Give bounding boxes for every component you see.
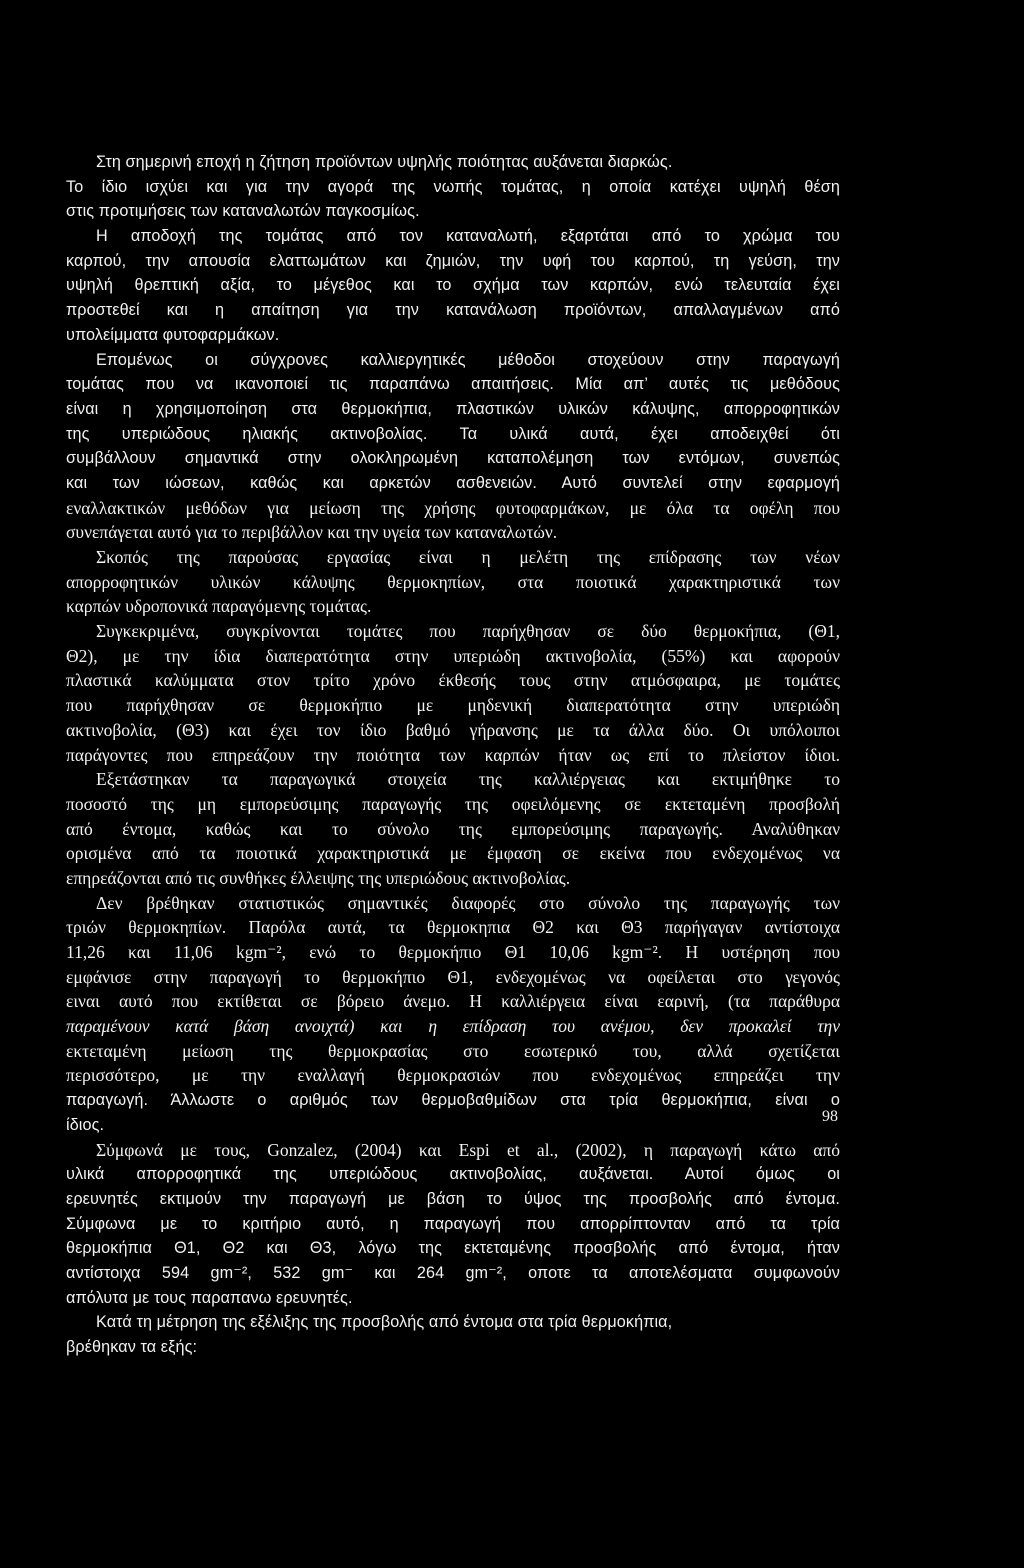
- page-number: 98: [822, 1108, 838, 1125]
- text-line: υπολείμματα φυτοφαρμάκων.: [66, 325, 280, 344]
- text-line: Κατά τη μέτρηση της εξέλιξης της προσβολής από έντομα στα τρία θερμοκήπια,: [96, 1313, 673, 1332]
- text-line: είναι η χρησιμοποίηση στα θερμοκήπια, πλαστικών υλικών κάλυψης, απορροφητικών: [66, 399, 840, 418]
- text-line: εναλλακτικών μεθόδων για μείωση της χρήσης φυτοφαρμάκων, με όλα τα οφέλη που: [66, 497, 840, 518]
- text-line: από έντομα, καθώς και το σύνολο της εμπορεύσιμης παραγωγής. Αναλύθηκαν: [66, 818, 840, 839]
- text-line: 11,26 και 11,06 kgm⁻², ενώ το θερμοκήπιο Θ1 10,06 kgm⁻². Η υστέρηση που: [66, 942, 840, 962]
- text-line: της υπεριώδους ηλιακής ακτινοβολίας. Τα υλικά αυτά, έχει αποδειχθεί ότι: [66, 424, 840, 443]
- text-line: Επομένως οι σύγχρονες καλλιεργητικές μέθοδοι στοχεύουν στην παραγωγή: [96, 350, 840, 369]
- text-line: υλικά απορροφητικά της υπεριώδους ακτινοβολίας, αυξάνεται. Αυτοί όμως οι: [66, 1165, 840, 1184]
- document-body: [66, 150, 840, 1360]
- text-line: συμβάλλουν σημαντικά στην ολοκληρωμένη καταπολέμηση των εντόμων, συνεπώς: [66, 449, 840, 468]
- text-line: ακτινοβολία, (Θ3) και έχει τον ίδιο βαθμό γήρανσης με τα άλλα δύο. Οι υπόλοιποι: [66, 719, 840, 740]
- text-line: περισσότερο, με την εναλλαγή θερμοκρασιών που ενδεχομένως επηρεάζει την: [66, 1065, 840, 1086]
- text-line: υψηλή θρεπτική αξία, το μέγεθος και το σχήμα των καρπών, ενώ τελευταία έχει: [66, 276, 840, 295]
- text-line: τριών θερμοκηπίων. Παρόλα αυτά, τα θερμοκηπια Θ2 και Θ3 παρήγαγαν αντίστοιχα: [66, 917, 840, 938]
- text-line: Θ2), με την ίδια διαπερατότητα στην υπεριώδη ακτινοβολία, (55%) και αφορούν: [66, 645, 840, 666]
- text-line: προστεθεί και η απαίτηση για την κατανάλωση προϊόντων, απαλλαγμένων από: [66, 301, 840, 320]
- text-line: συνεπάγεται αυτό για το περιβάλλον και την υγεία των καταναλωτών.: [66, 522, 558, 543]
- text-line: ειναι αυτό που εκτίθεται σε βόρειο άνεμο. Η καλλιέργεια είναι εαρινή, (τα παράθυρα: [66, 991, 840, 1012]
- text-line: που παρήχθησαν σε θερμοκήπιο με μηδενική διαπερατότητα στην υπεριώδη: [66, 695, 840, 716]
- text-line: αντίστοιχα 594 gm⁻², 532 gm⁻ και 264 gm⁻², οποτε τα αποτελέσματα συμφωνούν: [66, 1263, 840, 1282]
- text-line: παραγωγή. Άλλωστε ο αριθμός των θερμοβαθμίδων στα τρία θερμοκήπια, είναι ο: [66, 1091, 840, 1110]
- text-line: Σύμφωνά με τους, Gonzalez, (2004) και Espi et al., (2002), η παραγωγή κάτω από: [96, 1139, 840, 1160]
- text-line: εκτεταμένη μείωση της θερμοκρασίας στο εσωτερικό του, αλλά σχετίζεται: [66, 1040, 840, 1061]
- text-line: Σύμφωνα με το κριτήριο αυτό, η παραγωγή που απορρίπτονταν από τα τρία: [66, 1214, 840, 1233]
- text-line: ποσοστό της μη εμπορεύσιμης παραγωγής της οφειλόμενης σε εκτεταμένη προσβολή: [66, 793, 840, 814]
- text-line: Σκοπός της παρούσας εργασίας είναι η μελέτη της επίδρασης των νέων: [96, 547, 840, 567]
- text-line: Δεν βρέθηκαν στατιστικώς σημαντικές διαφορές στο σύνολο της παραγωγής των: [96, 892, 840, 913]
- text-line: και των ιώσεων, καθώς και αρκετών ασθενειών. Αυτό συντελεί στην εφαρμογή: [66, 473, 840, 492]
- text-line: Η αποδοχή της τομάτας από τον καταναλωτή, εξαρτάται από το χρώμα του: [96, 227, 840, 246]
- text-line: Στη σημερινή εποχή η ζήτηση προϊόντων υψηλής ποιότητας αυξάνεται διαρκώς.: [96, 153, 673, 171]
- text-line: Το ίδιο ισχύει και για την αγορά της νωπής τομάτας, η οποία κατέχει υψηλή θέση: [66, 177, 840, 196]
- text-line: θερμοκήπια Θ1, Θ2 και Θ3, λόγω της εκτεταμένης προσβολής από έντομα, ήταν: [66, 1239, 840, 1258]
- text-line: εμφάνισε στην παραγωγή το θερμοκήπιο Θ1, ενδεχομένως να οφείλεται στο γεγονός: [66, 966, 840, 987]
- text-line: Εξετάστηκαν τα παραγωγικά στοιχεία της καλλιέργειας και εκτιμήθηκε το: [96, 769, 840, 790]
- text-line: καρπού, την απουσία ελαττωμάτων και ζημιών, την υφή του καρπού, τη γεύση, την: [66, 251, 840, 270]
- text-line: παραμένουν κατά βάση ανοιχτά) και η επίδραση του ανέμου, δεν προκαλεί την: [66, 1016, 840, 1037]
- text-line: απόλυτα με τους παραπανω ερευνητές.: [66, 1288, 353, 1307]
- text-line: τομάτας που να ικανοποιεί τις παραπάνω απαιτήσεις. Μία απ’ αυτές τις μεθόδους: [66, 375, 840, 394]
- text-line: στις προτιμήσεις των καταναλωτών παγκοσμίως.: [66, 202, 420, 221]
- text-line: βρέθηκαν τα εξής:: [66, 1338, 198, 1356]
- text-line: πλαστικά καλύμματα στον τρίτο χρόνο έκθεσής τους στην ατμόσφαιρα, με τομάτες: [66, 670, 840, 691]
- text-line: επηρεάζονται από τις συνθήκες έλλειψης της υπεριώδους ακτινοβολίας.: [66, 867, 571, 888]
- text-line: παράγοντες που επηρεάζουν την ποιότητα των καρπών ήταν ως επί το πλείστον ίδιοι.: [66, 744, 840, 765]
- text-line: Συγκεκριμένα, συγκρίνονται τομάτες που παρήχθησαν σε δύο θερμοκήπια, (Θ1,: [96, 621, 840, 642]
- text-line: ορισμένα από τα ποιοτικά χαρακτηριστικά με έμφαση σε εκείνα που ενδεχομένως να: [66, 843, 840, 864]
- text-line: απορροφητικών υλικών κάλυψης θερμοκηπίων, στα ποιοτικά χαρακτηριστικά των: [66, 571, 840, 592]
- text-line: ίδιος.: [66, 1115, 105, 1134]
- text-line: καρπών υδροπονικά παραγόμενης τομάτας.: [66, 596, 372, 617]
- text-line: ερευνητές εκτιμούν την παραγωγή με βάση το ύψος της προσβολής από έντομα.: [66, 1189, 840, 1208]
